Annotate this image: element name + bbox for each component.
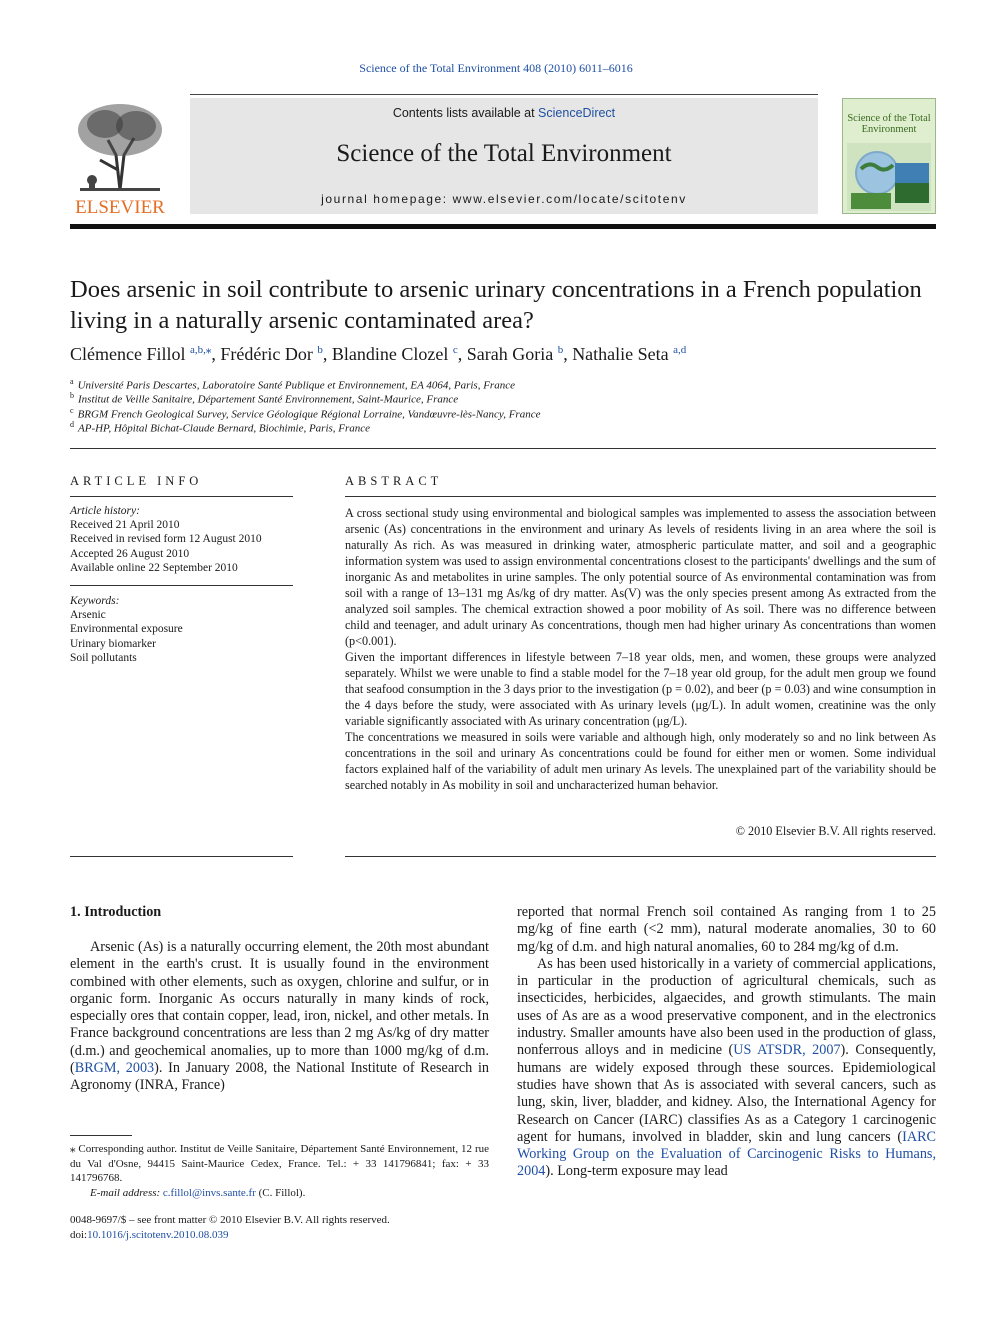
affiliation-mark: a: [70, 377, 74, 386]
keywords-label: Keywords:: [70, 595, 120, 607]
abstract-paragraph: A cross sectional study using environmental and biological samples was implemented to assess the association between arsenic (As) concentrations in the environment and urinary As levels of residents living in an area where the soil is naturally As rich. As was measured in drinking water, atmospheric particulate matter, and soil and a geographic information system was used to assign environmental concentrations closest to the participants' dwellings and the sum of inorganic As and metabolites in urine samples. The only potential source of As environmental contamination was from soil with a range of 13–131 mg As/kg of dry matter. As(V) was the only species present among As extracted from the analyzed soil samples. The chemical extraction showed a poor mobility of As soil. There was no difference between child and teenager, and adult urinary As concentrations, though men had higher urinary As concentrations than women (p<0.001).: [345, 506, 936, 648]
journal-homepage: journal homepage: www.elsevier.com/locate/scitotenv: [321, 192, 687, 206]
elsevier-logo: [70, 100, 170, 218]
affiliation-text: Université Paris Descartes, Laboratoire Santé Publique et Environnement, EA 4064, Paris, France: [77, 379, 515, 392]
affiliation: [70, 420, 370, 435]
keyword: Environmental exposure: [70, 623, 183, 636]
journal-title: Science of the Total Environment: [336, 140, 672, 167]
email-label: E-mail address:: [90, 1186, 161, 1199]
contents-availability: [190, 106, 818, 120]
article-info-rule: [70, 496, 293, 497]
body-text: ). In January 2008, the National Institute of Research in Agronomy (INRA, France): [70, 1060, 489, 1094]
email-link[interactable]: c.fillol@invs.sante.fr: [162, 1186, 256, 1199]
sciencedirect-link[interactable]: ScienceDirect: [538, 106, 616, 120]
citation-link[interactable]: IARC Working Group on the Evaluation of Carcinogenic Risks to Humans, 2004: [517, 1128, 936, 1180]
journal-header-box: [190, 98, 818, 214]
front-matter: [70, 1213, 390, 1243]
affiliation-text: Institut de Veille Sanitaire, Département Santé Environnement, Saint-Maurice, France: [78, 393, 459, 406]
abstract-heading: ABSTRACT: [345, 474, 443, 488]
history-item: Received 21 April 2010: [70, 519, 180, 532]
cover-photo: [847, 143, 931, 211]
corresponding-author-footnote: [70, 1142, 489, 1200]
cover-title: Science of the Total Environment: [847, 113, 931, 135]
author-name: Blandine Clozel: [331, 344, 449, 364]
keywords: [70, 594, 293, 665]
doi-link[interactable]: 10.1016/j.scitotenv.2010.08.039: [87, 1229, 229, 1241]
author-list: Clémence Fillol $^{a,b,⁎}$, Frédéric Dor $^b$, Blandine Clozel $^c$, Sarah Goria $^b$, Nathalie Seta $^{a,d}$: [70, 344, 687, 364]
article-history: [70, 504, 293, 575]
header-thick-rule: [70, 224, 936, 229]
journal-cover-image: [842, 98, 936, 214]
title-block-rule: [70, 448, 936, 449]
affiliation: [70, 391, 458, 406]
abstract-bottom-rule: [345, 856, 936, 857]
body-paragraph: [517, 956, 936, 1181]
body-column-left: [70, 939, 489, 1095]
author-affiliation-mark[interactable]: a,d: [673, 344, 687, 356]
author-affiliation-mark[interactable]: b: [317, 344, 323, 356]
elsevier-wordmark: ELSEVIER: [75, 197, 165, 218]
author-affiliation-mark[interactable]: b: [557, 344, 564, 356]
keyword: Urinary biomarker: [70, 637, 156, 650]
history-item: Accepted 26 August 2010: [70, 547, 190, 560]
body-column-right: [517, 904, 936, 1181]
author-name: Nathalie Seta: [572, 344, 669, 364]
author-affiliation-mark[interactable]: a,b,⁎: [189, 344, 212, 356]
history-item: Received in revised form 12 August 2010: [70, 533, 262, 546]
article-title: Does arsenic in soil contribute to arsenic urinary concentrations in a French population living in a naturally arsenic contaminated area?: [70, 276, 922, 334]
affiliation: [70, 406, 540, 421]
citation-link[interactable]: US ATSDR, 2007: [733, 1042, 841, 1059]
author-name: Sarah Goria: [466, 344, 554, 364]
abstract-paragraph: Given the important differences in lifestyle between 7–18 year olds, men, and women, these groups were analyzed separately. Whilst we were unable to find a stable model for the 7–18 year old group, for the adult men group we found that seafood consumption in the 3 days prior to the investigation (p = 0.02), and beer (p = 0.03) and wine consumption in the 4 days before the study, were associated with As urinary levels (μg/L). In adult women, creatinine was the only variable significantly associated with As urinary concentration (μg/L).: [345, 650, 936, 728]
keyword: Arsenic: [70, 609, 106, 622]
footnote-email-line: [70, 1186, 489, 1201]
journal-citation-link[interactable]: Science of the Total Environment 408 (2010) 6011–6016: [359, 61, 633, 75]
contents-prefix: Contents lists available at: [392, 106, 539, 120]
citation-link[interactable]: BRGM, 2003: [74, 1060, 155, 1077]
abstract-rule: [345, 496, 936, 497]
keyword: Soil pollutants: [70, 651, 137, 664]
abstract-paragraph: The concentrations we measured in soils were variable and although high, only moderately so and no link between As concentrations in the soil and urinary As concentrations could be found for either men or women. Some individual factors explained half of the variability of adult men urinary As levels. The unexplained part of the variability should be searched notably in As mobility in soil and uncharacterized human behavior.: [345, 730, 936, 792]
body-text: ). Consequently, humans are widely exposed through these sources. Epidemiological studies have shown that As is associated with several cancers, such as lung, skin, liver, bladder, and kidney. Also, the International Agency for Research on Cancer (IARC) classifies As as a Category 1 carcinogenic agent for humans, involved in bladder, skin and lung cancers (: [517, 1042, 937, 1145]
header-rule: [190, 94, 818, 95]
article-info-heading: ARTICLE INFO: [70, 474, 203, 488]
copyright-notice: © 2010 Elsevier B.V. All rights reserved.: [735, 824, 936, 838]
affiliation-text: BRGM French Geological Survey, Service Géologique Régional Lorraine, Vandœuvre-lès-Nancy, France: [77, 408, 541, 421]
affiliation-text: AP-HP, Hôpital Bichat-Claude Bernard, Biochimie, Paris, France: [78, 422, 371, 435]
author-affiliation-mark[interactable]: c: [452, 344, 458, 356]
doi-label: doi:: [70, 1229, 88, 1241]
body-paragraph: [70, 939, 489, 1095]
article-info-rule: [70, 585, 293, 586]
affiliation-mark: c: [70, 406, 74, 415]
doi-line: [70, 1228, 390, 1243]
history-label: Article history:: [70, 505, 140, 517]
email-suffix: (C. Fillol).: [255, 1186, 306, 1199]
affiliation: [70, 377, 515, 392]
front-matter-text: 0048-9697/$ – see front matter © 2010 Elsevier B.V. All rights reserved.: [70, 1214, 390, 1226]
affiliation-mark: d: [70, 420, 74, 429]
abstract-body: [345, 505, 936, 793]
section-heading-introduction: 1. Introduction: [70, 904, 162, 920]
author-name: Frédéric Dor: [220, 344, 313, 364]
footnote-text: ⁎ Corresponding author. Institut de Veille Sanitaire, Département Santé Environnement, 12 rue du Val d'Osne, 94415 Saint-Maurice Cedex, France. Tel.: + 33 141796841; fax: + 33 141796768.: [70, 1143, 489, 1184]
history-item: Available online 22 September 2010: [70, 561, 238, 574]
body-text: ). Long-term exposure may lead: [545, 1163, 728, 1180]
body-paragraph: reported that normal French soil contained As ranging from 1 to 25 mg/kg of fine earth (<2 mm), natural moderate anomalies, 30 to 60 mg/kg of d.m. and high natural anomalies, 60 to 284 mg/kg of d.m.: [517, 904, 936, 955]
affiliation-mark: b: [70, 391, 74, 400]
body-text: As has been used historically in a variety of commercial applications, in particular in the production of agricultural chemicals, such as insecticides, herbicides, algaecides, and growth stimulants. The main uses of As are as a wood preservative component, and in the electronics industry. Smaller amounts have also been used in the production of glass, nonferrous alloys and in medicine (: [517, 955, 936, 1059]
body-text: Arsenic (As) is a naturally occurring element, the 20th most abundant element in the earth's crust. It is usually found in the environment combined with other elements, such as oxygen, chlorine and sulfur, or in organic form. Inorganic As occurs naturally in many kinds of rock, especially ores that contain copper, lead, iron, nickel, and other metals. In France background concentrations are less than 2 mg As/kg of dry matter (d.m.) and geochemical anomalies, up to more than 1000 mg/kg of d.m. (: [70, 939, 489, 1077]
article-info-bottom-rule: [70, 856, 293, 857]
author-name: Clémence Fillol: [70, 344, 186, 364]
footnote-rule: [70, 1135, 132, 1136]
